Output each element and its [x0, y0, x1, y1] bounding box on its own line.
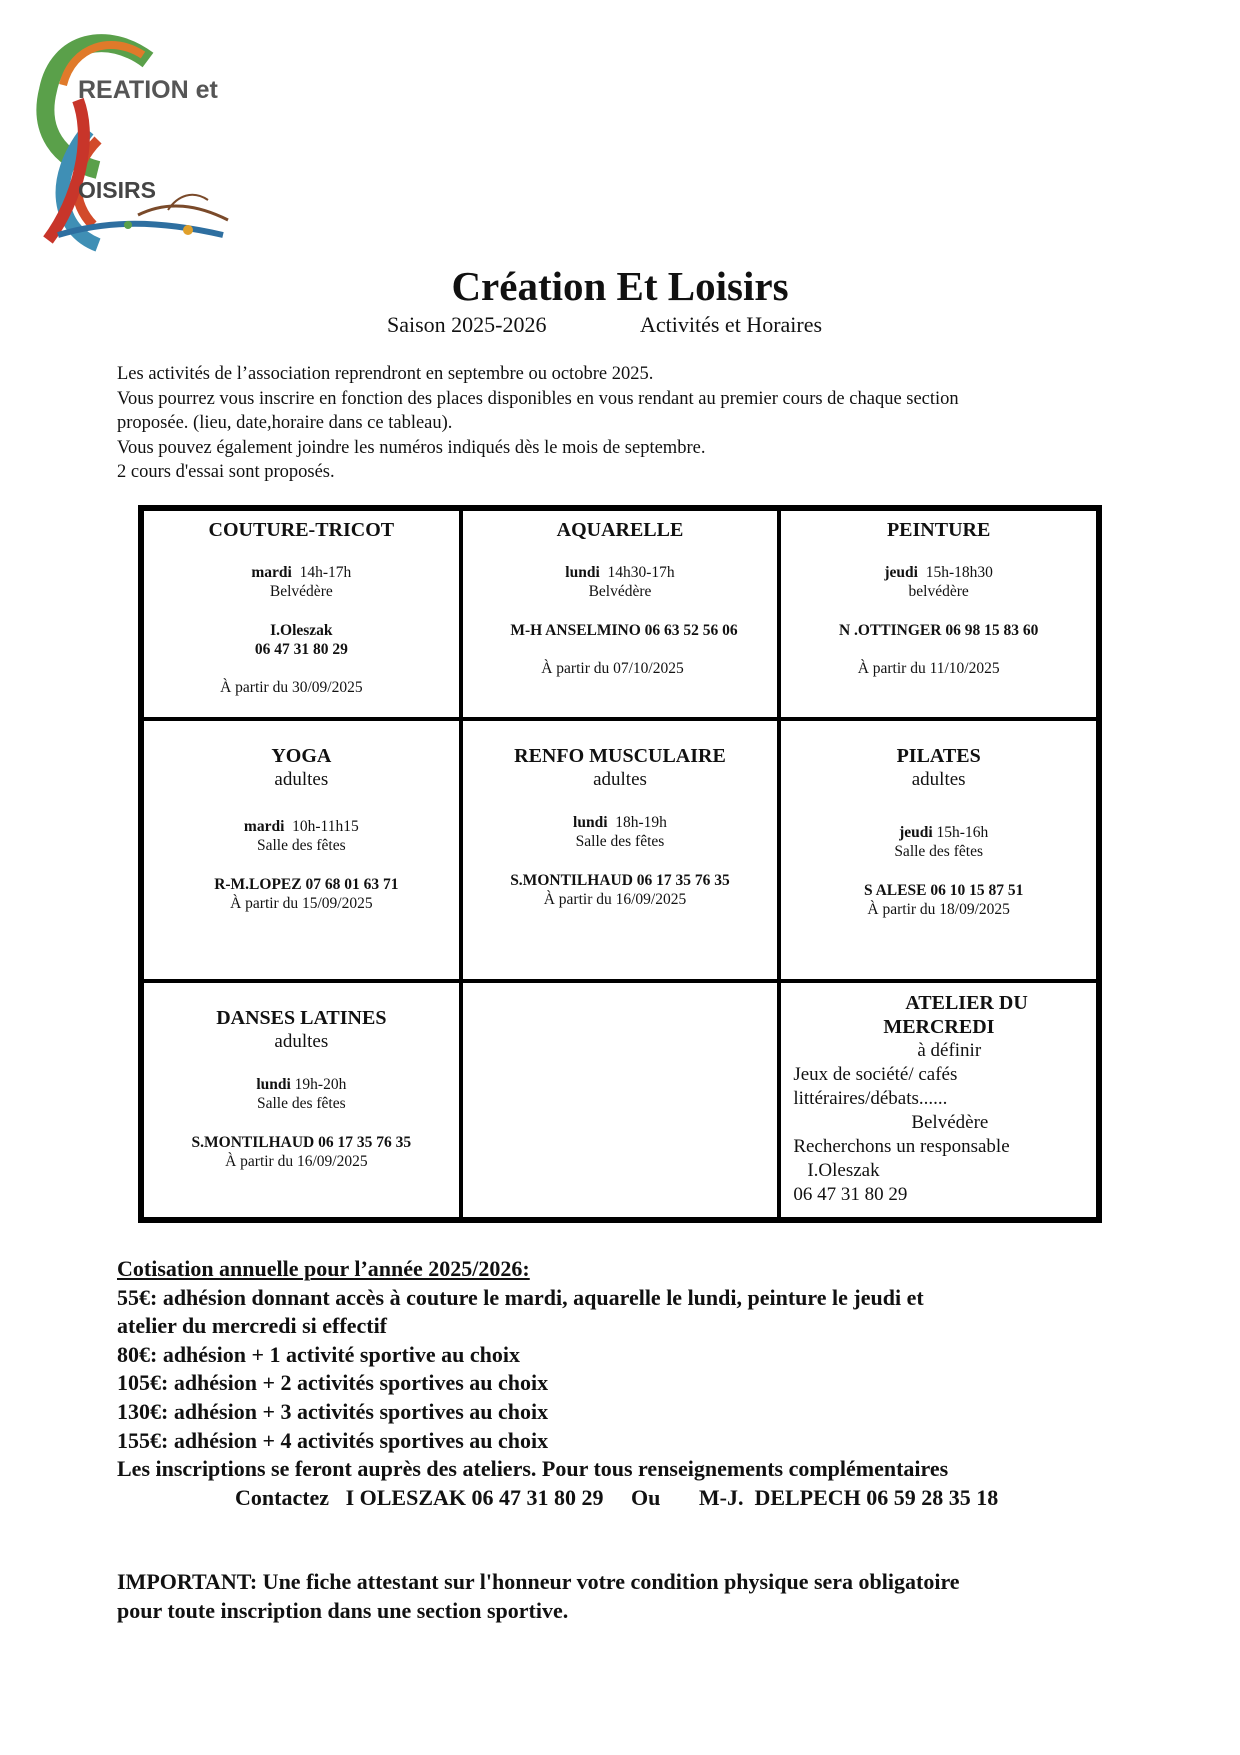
intro-line: 2 cours d'essai sont proposés.	[117, 462, 335, 482]
activity-name: PEINTURE	[886, 519, 991, 541]
activity-day: jeudi	[884, 564, 918, 581]
activity-time: 15h-16h	[936, 824, 989, 841]
activity-place: Salle des fêtes	[256, 837, 346, 854]
cell-renfo-musculaire	[461, 719, 780, 981]
activity-place: Salle des fêtes	[256, 1095, 346, 1112]
activity-phone: 06 47 31 80 29	[793, 1184, 908, 1205]
activity-schedule	[781, 563, 1096, 583]
fee-line: 130€: adhésion + 3 activités sportives au choix	[117, 1398, 549, 1424]
page-title: Création Et Loisirs	[451, 263, 789, 309]
cell-aquarelle	[461, 509, 780, 719]
cell-empty	[461, 981, 780, 1219]
activity-schedule	[463, 813, 778, 833]
activity-day: lundi	[256, 1076, 291, 1093]
cell-couture-tricot	[142, 509, 461, 719]
activity-audience: adultes	[593, 769, 647, 790]
activity-audience: adultes	[911, 769, 966, 790]
activity-time: 18h-19h	[615, 814, 667, 831]
activity-place: Belvédère	[588, 583, 652, 600]
activity-time: 19h-20h	[294, 1076, 347, 1093]
activity-schedule	[791, 823, 1096, 843]
activity-name: AQUARELLE	[556, 519, 684, 541]
activity-place: Salle des fêtes	[575, 833, 665, 850]
intro-line: proposée. (lieu, date,horaire dans ce tableau).	[117, 413, 453, 433]
intro-paragraph	[117, 362, 1117, 485]
activity-schedule	[463, 563, 778, 583]
fee-line: 105€: adhésion + 2 activités sportives au choix	[117, 1370, 549, 1396]
activity-start: À partir du 16/09/2025	[543, 891, 687, 908]
activity-name-line1: ATELIER DU	[905, 992, 1028, 1014]
activity-contact: S.MONTILHAUD 06 17 35 76 35	[510, 872, 730, 889]
fee-line: 155€: adhésion + 4 activités sportives au choix	[117, 1427, 549, 1453]
cell-pilates	[779, 719, 1098, 981]
intro-line: Vous pourrez vous inscrire en fonction des places disponibles en vous rendant au premier cours de chaque section	[117, 388, 959, 409]
activity-note: Recherchons un responsable	[793, 1136, 1010, 1157]
activity-contact: S ALESE 06 10 15 87 51	[863, 882, 1024, 899]
fee-line: Les inscriptions se feront auprès des ateliers. Pour tous renseignements complémentaires	[117, 1456, 949, 1482]
activity-schedule	[144, 817, 459, 837]
activity-contact: S.MONTILHAUD 06 17 35 76 35	[191, 1134, 412, 1151]
activity-name: PILATES	[896, 745, 981, 767]
activity-time: 10h-11h15	[292, 818, 359, 835]
activity-start: À partir du 07/10/2025	[541, 660, 684, 677]
activity-start: À partir du 16/09/2025	[225, 1153, 368, 1170]
activity-time: 15h-18h30	[925, 564, 993, 581]
logo-line1: REATION et	[78, 76, 218, 104]
intro-line: Les activités de l’association reprendront en septembre ou octobre 2025.	[117, 364, 654, 384]
activity-place: Salle des fêtes	[894, 843, 983, 860]
cell-atelier-mercredi	[779, 981, 1098, 1219]
activity-name: RENFO MUSCULAIRE	[514, 745, 726, 767]
activity-place: Belvédère	[911, 1112, 989, 1133]
activity-day: jeudi	[899, 824, 933, 841]
activity-start: À partir du 15/09/2025	[230, 895, 373, 912]
fee-line: 55€: adhésion donnant accès à couture le mardi, aquarelle le lundi, peinture le jeudi et	[117, 1284, 924, 1310]
activity-start: À partir du 11/10/2025	[857, 660, 1000, 677]
activity-start: À partir du 30/09/2025	[220, 679, 363, 696]
association-logo	[18, 30, 258, 260]
activity-day: lundi	[573, 814, 608, 831]
activity-place: belvédère	[908, 583, 969, 600]
activity-day: mardi	[243, 818, 285, 835]
activity-contact: I.Oleszak	[270, 622, 333, 639]
activity-contact: R-M.LOPEZ 07 68 01 63 71	[214, 876, 399, 893]
activity-contact: I.Oleszak	[807, 1160, 880, 1181]
logo-line2: OISIRS	[78, 177, 156, 203]
activity-name-line2: MERCREDI	[883, 1016, 995, 1038]
important-notice	[117, 1568, 960, 1625]
activity-name: COUTURE-TRICOT	[208, 519, 395, 541]
subtitle-label: Activités et Horaires	[640, 312, 823, 337]
activity-contact: M-H ANSELMINO 06 63 52 56 06	[510, 622, 738, 639]
fees-section	[117, 1255, 998, 1512]
cell-danses-latines	[142, 981, 461, 1219]
activity-place: Belvédère	[269, 583, 333, 600]
activity-schedule	[144, 1075, 459, 1095]
fees-heading: Cotisation annuelle pour l’année 2025/2026:	[117, 1256, 530, 1281]
activity-phone: 06 47 31 80 29	[254, 641, 348, 658]
activity-contact: N .OTTINGER 06 98 15 83 60	[838, 622, 1039, 639]
activity-desc1: Jeux de société/ cafés	[793, 1064, 958, 1085]
activity-day: mardi	[251, 564, 292, 581]
activity-time: 14h30-17h	[607, 564, 675, 581]
cell-yoga	[142, 719, 461, 981]
activity-when: à définir	[917, 1040, 982, 1061]
activity-name: YOGA	[271, 745, 332, 767]
fee-line: atelier du mercredi si effectif	[117, 1313, 388, 1339]
activity-day: lundi	[565, 564, 600, 581]
contact-line: Contactez I OLESZAK 06 47 31 80 29 Ou M-J. DELPECH 06 59 28 35 18	[235, 1484, 999, 1510]
intro-line: Vous pouvez également joindre les numéros indiqués dès le mois de septembre.	[117, 437, 706, 458]
activity-name: DANSES LATINES	[216, 1007, 387, 1029]
activities-table	[138, 505, 1102, 1223]
activity-audience: adultes	[274, 1031, 329, 1052]
activity-schedule	[144, 563, 459, 583]
cell-peinture	[779, 509, 1098, 719]
activity-time: 14h-17h	[299, 564, 352, 581]
activity-start: À partir du 18/09/2025	[867, 901, 1010, 918]
activity-audience: adultes	[274, 769, 329, 790]
activity-desc2: littéraires/débats......	[793, 1088, 948, 1109]
fee-line: 80€: adhésion + 1 activité sportive au choix	[117, 1341, 521, 1367]
season-label: Saison 2025-2026	[387, 312, 547, 337]
important-line: IMPORTANT: Une fiche attestant sur l'honneur votre condition physique sera obligatoire	[117, 1569, 960, 1594]
important-line: pour toute inscription dans une section sportive.	[117, 1597, 569, 1623]
